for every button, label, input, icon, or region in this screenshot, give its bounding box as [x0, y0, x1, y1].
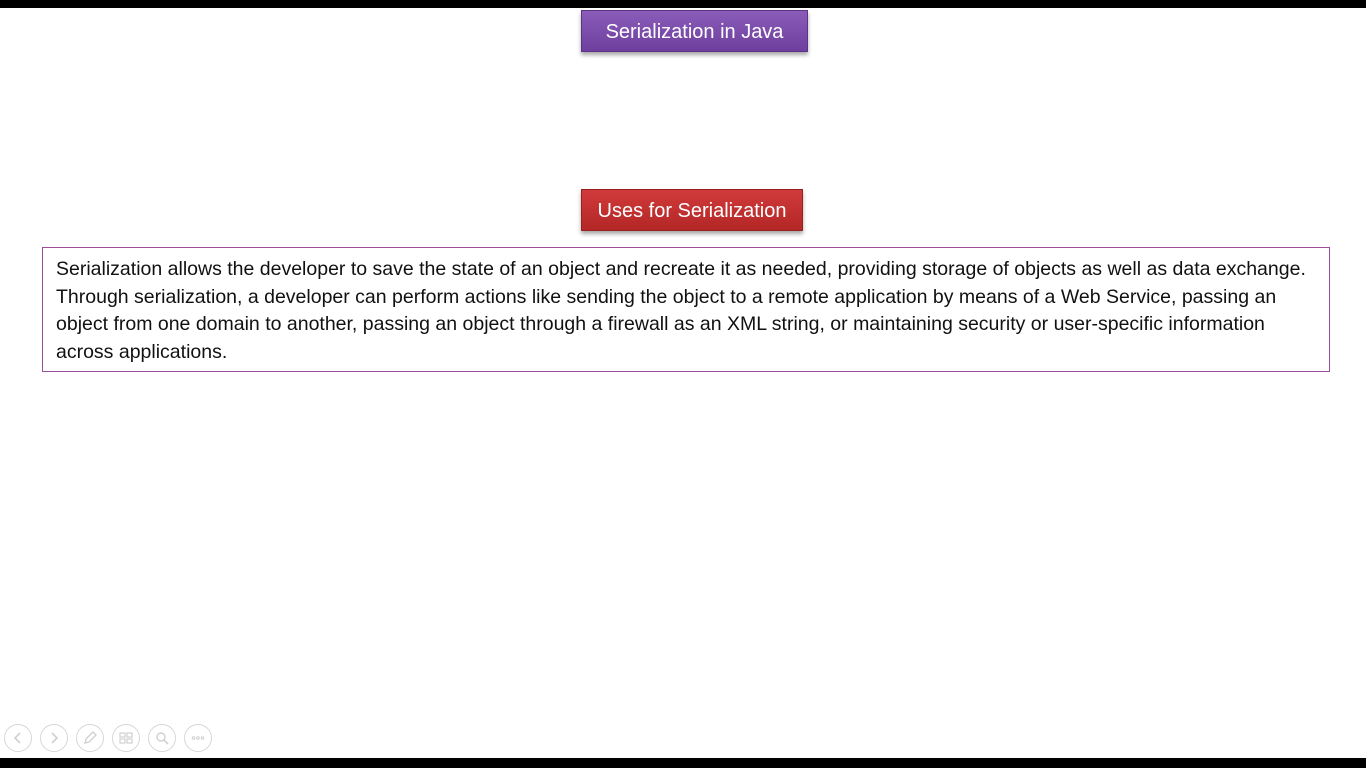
more-icon — [190, 730, 206, 746]
more-options-button[interactable] — [184, 724, 212, 752]
section-heading: Uses for Serialization — [581, 189, 803, 231]
zoom-icon — [154, 730, 170, 746]
body-text-box: Serialization allows the developer to save the state of an object and recreate it as needed, providing storage of objects as well as data exchange. Through serialization, a developer can perform actions like sending the object to a remote application by means of a Web Service, passing an object from one domain to another, passing an object through a firewall as an XML string, or maintaining security or user-specific information across applications. — [42, 247, 1330, 372]
see-all-slides-button[interactable] — [112, 724, 140, 752]
bottom-letterbox-bar — [0, 758, 1366, 768]
pen-icon — [82, 730, 98, 746]
previous-button[interactable] — [4, 724, 32, 752]
slide-canvas — [0, 8, 1366, 758]
previous-icon — [11, 731, 25, 745]
slides-icon — [118, 730, 134, 746]
slideshow-controls — [4, 724, 212, 752]
slide-title: Serialization in Java — [581, 10, 808, 52]
next-icon — [47, 731, 61, 745]
next-button[interactable] — [40, 724, 68, 752]
top-letterbox-bar — [0, 0, 1366, 8]
pen-button[interactable] — [76, 724, 104, 752]
zoom-button[interactable] — [148, 724, 176, 752]
